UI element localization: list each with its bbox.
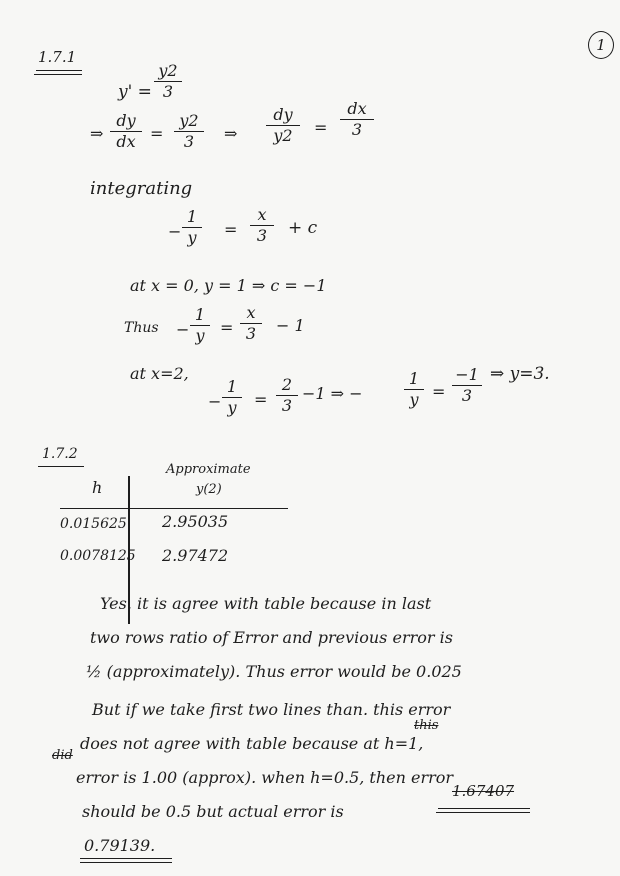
eq2-sep-fraction bbox=[266, 106, 300, 145]
explanation-line-6: error is 1.00 (approx). when h=0.5, then error bbox=[76, 768, 454, 787]
int-rden: 3 bbox=[256, 226, 268, 245]
explanation-line-4: But if we take first two lines than. this error bbox=[92, 700, 451, 719]
at2-num2: 1 bbox=[408, 369, 420, 388]
table-header-approx-2: y(2) bbox=[196, 482, 222, 497]
int-num: 1 bbox=[186, 207, 198, 226]
section-label-underline bbox=[34, 74, 82, 75]
eq2-equals2: = bbox=[314, 118, 328, 137]
thus-label: Thus bbox=[124, 320, 159, 336]
at2-rnum: 2 bbox=[281, 375, 293, 394]
eq1-fraction bbox=[154, 62, 182, 101]
thus-tail: − 1 bbox=[276, 316, 305, 335]
thus-rden: 3 bbox=[245, 324, 257, 343]
table-cell-h-row1: 0.015625 bbox=[60, 516, 127, 532]
table-header-h: h bbox=[92, 478, 103, 497]
at2-den: y bbox=[227, 398, 237, 417]
eq1-den: 3 bbox=[162, 82, 174, 101]
thus-equals: = bbox=[220, 318, 234, 337]
explanation-line-1: Yes. it is agree with table because in last bbox=[100, 594, 432, 613]
eq1-lhs: y' = bbox=[118, 82, 152, 102]
at2-result: ⇒ y=3. bbox=[490, 364, 550, 384]
eq2-rhs-den: 3 bbox=[183, 132, 195, 151]
explanation-line-3: ½ (approximately). Thus error would be 0.025 bbox=[86, 662, 462, 681]
table-cell-h-row2: 0.0078125 bbox=[60, 548, 136, 564]
thus-neg: − bbox=[176, 320, 190, 339]
int-den: y bbox=[187, 228, 197, 247]
thus-rnum: x bbox=[246, 303, 256, 322]
table-header-approx-1: Approximate bbox=[166, 462, 251, 477]
at2-den2: y bbox=[409, 390, 419, 409]
eq2-lhs-num: dy bbox=[116, 111, 136, 130]
struck-word-this: this bbox=[414, 718, 439, 733]
eq2-sep-num: dy bbox=[273, 105, 293, 124]
eq2-arrow2: ⇒ bbox=[224, 124, 238, 143]
at2-lhs-fraction bbox=[222, 378, 242, 417]
eq2-sep-rhs-fraction bbox=[340, 100, 374, 139]
int-lhs-fraction bbox=[182, 208, 202, 247]
explanation-line-5: does not agree with table because at h=1, bbox=[80, 734, 424, 753]
thus-rhs-fraction bbox=[240, 304, 262, 343]
eq1-num: y2 bbox=[158, 61, 178, 80]
initial-condition: at x = 0, y = 1 ⇒ c = −1 bbox=[130, 276, 327, 295]
eq2-sep-rnum: dx bbox=[347, 99, 367, 118]
explanation-line-2: two rows ratio of Error and previous error is bbox=[90, 628, 453, 647]
at2-label: at x=2, bbox=[130, 364, 189, 383]
table-cell-y-row1: 2.95035 bbox=[162, 512, 229, 531]
final-value: 0.79139. bbox=[84, 836, 156, 855]
section-label-1-7-1: 1.7.1 bbox=[38, 48, 77, 66]
eq2-arrow: ⇒ bbox=[90, 124, 104, 143]
at2-rnum2: −1 bbox=[455, 365, 479, 384]
int-neg: − bbox=[168, 222, 182, 241]
section-label-underline bbox=[36, 70, 82, 71]
final-value-underline bbox=[80, 862, 172, 863]
at2-rden2: 3 bbox=[461, 386, 473, 405]
at2-equals: = bbox=[254, 390, 268, 409]
eq2-lhs-den: dx bbox=[116, 132, 136, 151]
struck-value: 1.67407 bbox=[452, 782, 515, 800]
section-label-1-7-2: 1.7.2 bbox=[42, 446, 78, 462]
at2-mid: −1 ⇒ − bbox=[302, 384, 363, 403]
int-rnum: x bbox=[257, 205, 267, 224]
at2-equals2: = bbox=[432, 382, 446, 401]
at2-rhs-fraction bbox=[276, 376, 298, 415]
at2-rhs2-fraction bbox=[452, 366, 482, 405]
eq2-rhs-num: y2 bbox=[179, 111, 199, 130]
at2-neg: − bbox=[208, 392, 222, 411]
eq2-sep-rden: 3 bbox=[351, 120, 363, 139]
integrating-label: integrating bbox=[90, 178, 193, 199]
eq2-rhs-fraction bbox=[174, 112, 204, 151]
at2-lhs2-fraction bbox=[404, 370, 424, 409]
value-underline bbox=[436, 812, 530, 813]
thus-num: 1 bbox=[194, 305, 206, 324]
explanation-line-7: should be 0.5 but actual error is bbox=[82, 802, 344, 821]
eq2-equals: = bbox=[150, 124, 164, 143]
page-number: 1 bbox=[588, 31, 614, 59]
value-underline bbox=[438, 808, 530, 809]
thus-lhs-fraction bbox=[190, 306, 210, 345]
at2-rden: 3 bbox=[281, 396, 293, 415]
table-cell-y-row2: 2.97472 bbox=[162, 546, 229, 565]
thus-den: y bbox=[195, 326, 205, 345]
at2-num: 1 bbox=[226, 377, 238, 396]
table-header-rule bbox=[60, 508, 288, 509]
int-rhs-fraction bbox=[250, 206, 274, 245]
struck-word-did: did bbox=[52, 748, 73, 763]
int-constant: + c bbox=[288, 218, 318, 238]
eq2-lhs-fraction bbox=[110, 112, 142, 151]
section-label-underline bbox=[38, 466, 84, 467]
int-equals: = bbox=[224, 220, 238, 239]
eq2-sep-den: y2 bbox=[273, 126, 293, 145]
final-value-underline bbox=[80, 858, 172, 859]
